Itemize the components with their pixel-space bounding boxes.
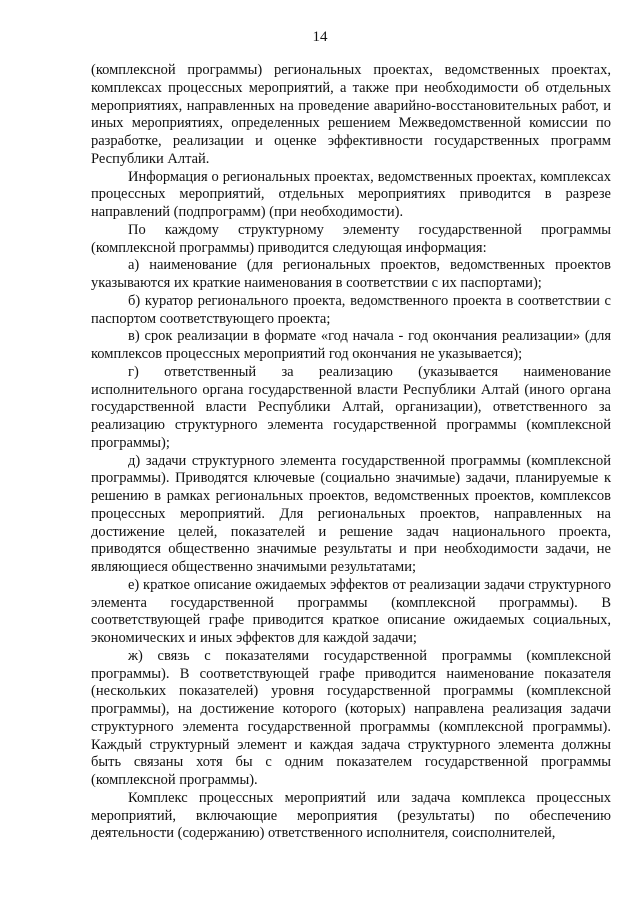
list-item-v: в) срок реализации в формате «год начала - год окончания реализации» (для комплексов процессных мероприятий год окончания не указывается); [91,328,611,362]
paragraph-process-complex: Комплекс процессных мероприятий или задача комплекса процессных мероприятий, включающие мероприятия (результаты) по обеспечению деятельности (содержанию) ответственного исполнителя, соисполнителей, [91,789,611,842]
list-item-g: г) ответственный за реализацию (указывается наименование исполнительного органа государственной власти Республики Алтай (иного органа государственной власти Республики Алтай, организации), ответственного за реализацию структурного элемента государственной программы (комплексной программы); [91,363,611,451]
list-item-a: а) наименование (для региональных проектов, ведомственных проектов указываются их краткие наименования в соответствии с их паспортами); [91,257,611,291]
paragraph-structural-element-intro: По каждому структурному элементу государственной программы (комплексной программы) приводится следующая информация: [91,221,611,256]
page-number: 14 [312,29,328,45]
document-body [91,62,611,843]
paragraph-info-regional-projects: Информация о региональных проектах, ведомственных проектах, комплексах процессных мероприятий, отдельных мероприятиях приводится в разрезе направлений (подпрограмм) (при необходимости). [91,168,611,220]
list-item-zh: ж) связь с показателями государственной программы (комплексной программы). В соответствующей графе приводится наименование показателя (нескольких показателей) уровня государственной программы (комплексной программы), на достижение которого (которых) направлена реализация задачи структурного элемента государственной программы (комплексной программы). Каждый структурный элемент и каждая задача структурного элемента должны быть связаны хотя бы с одним показателем государственной программы (комплексной программы). [91,647,611,788]
list-item-e: е) краткое описание ожидаемых эффектов от реализации задачи структурного элемента государственной программы (комплексной программы). В соответствующей графе приводится краткое описание ожидаемых социальных, экономических и иных эффектов для каждой задачи; [91,576,611,646]
list-item-d: д) задачи структурного элемента государственной программы (комплексной программы). Приводятся ключевые (социально значимые) задачи, планируемые к решению в рамках региональных проектов, ведомственных проектов, комплексов процессных мероприятий. Для региональных проектов, направленных на достижение целей, показателей и решение задач национального проекта, приводятся общественно значимые результаты и при необходимости задачи, не являющиеся общественно значимыми результатами; [91,452,611,575]
paragraph-continuation: (комплексной программы) региональных проектах, ведомственных проектах, комплексах процессных мероприятий, а также при необходимости об отдельных мероприятиях, направленных на проведение аварийно-восстановительных работ, и иных мероприятиях, определенных решением Межведомственной комиссии по разработке, реализации и оценке эффективности государственных программ Республики Алтай. [91,62,611,167]
list-item-b: б) куратор регионального проекта, ведомственного проекта в соответствии с паспортом соответствующего проекта; [91,292,611,327]
